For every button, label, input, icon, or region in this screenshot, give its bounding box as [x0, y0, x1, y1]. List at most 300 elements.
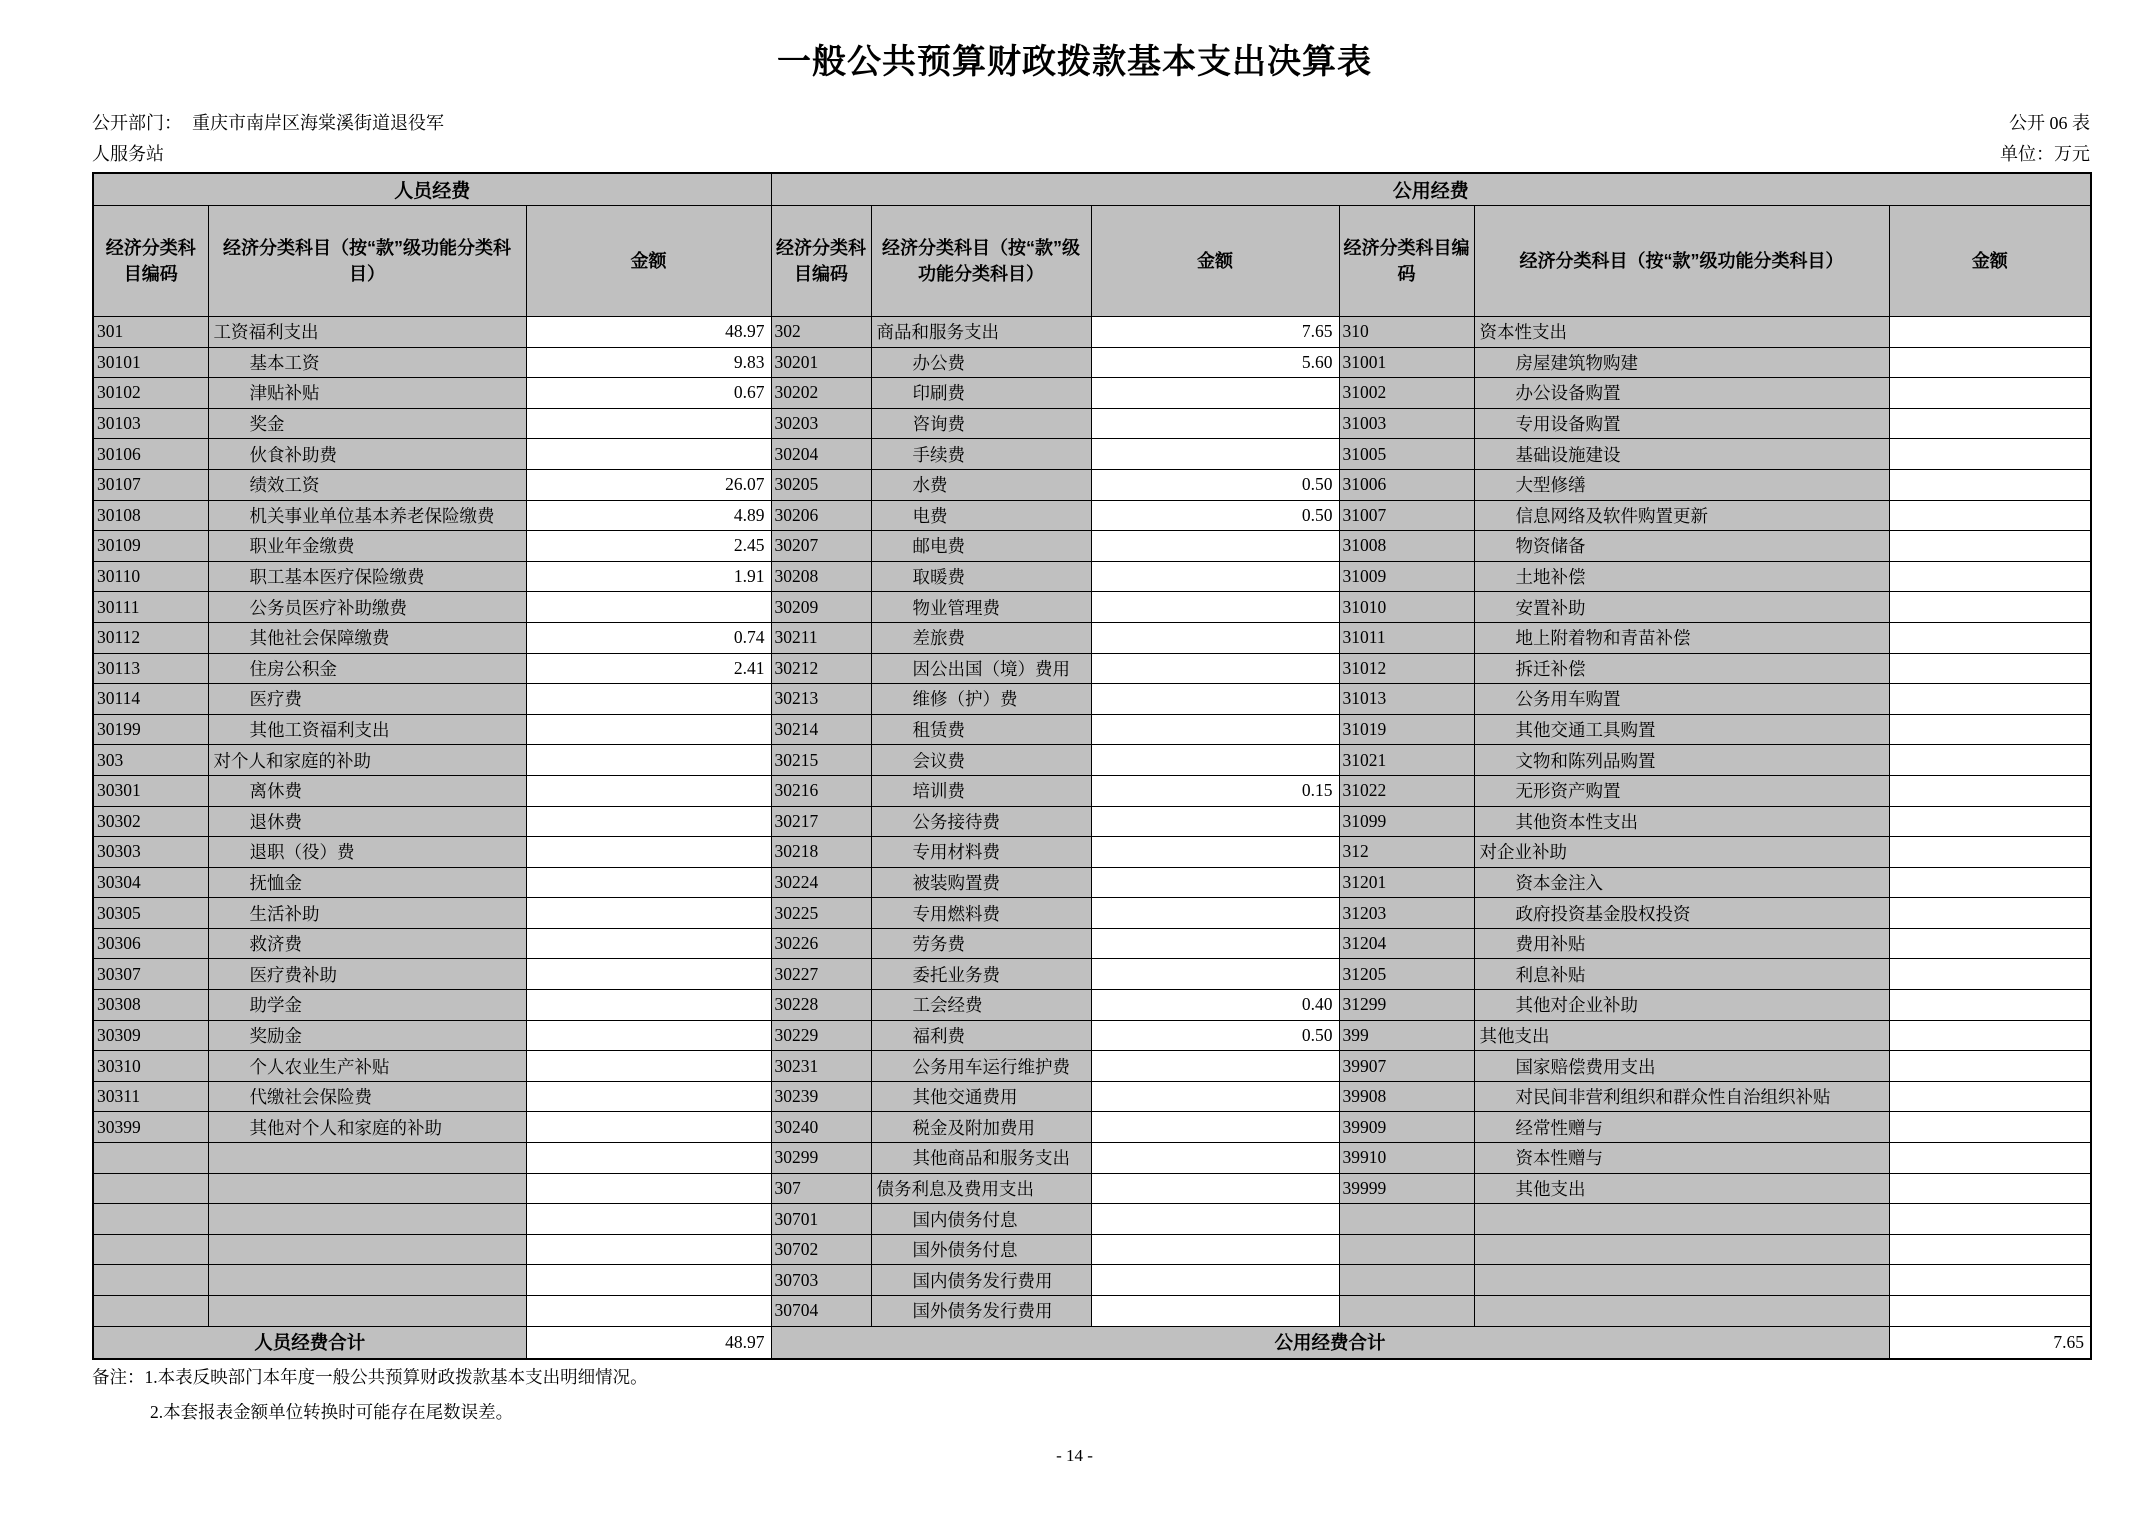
- code-cell: [93, 1204, 208, 1235]
- code-cell: 302: [771, 317, 871, 348]
- table-row: [93, 806, 2091, 837]
- code-cell: 30201: [771, 347, 871, 378]
- amount-cell: [1091, 561, 1339, 592]
- amount-cell: [1889, 775, 2091, 806]
- subject-cell: 对企业补助: [1474, 837, 1889, 868]
- code-cell: 31002: [1339, 378, 1474, 409]
- code-cell: 30304: [93, 867, 208, 898]
- public-total-label: 公用经费合计: [771, 1326, 1889, 1359]
- code-cell: 31099: [1339, 806, 1474, 837]
- code-cell: 30202: [771, 378, 871, 409]
- subject-cell: 住房公积金: [208, 653, 526, 684]
- table-row: [93, 867, 2091, 898]
- code-cell: 30106: [93, 439, 208, 470]
- amount-cell: 2.41: [526, 653, 771, 684]
- table-row: [93, 684, 2091, 715]
- amount-cell: [1889, 653, 2091, 684]
- table-row: [93, 959, 2091, 990]
- col-header-code-personnel: 经济分类科目编码: [93, 206, 208, 317]
- table-row: [93, 775, 2091, 806]
- subject-cell: 其他工资福利支出: [208, 714, 526, 745]
- amount-cell: [1091, 1204, 1339, 1235]
- amount-cell: [526, 684, 771, 715]
- table-row: [93, 1081, 2091, 1112]
- subject-cell: 办公设备购置: [1474, 378, 1889, 409]
- code-cell: 307: [771, 1173, 871, 1204]
- table-row: [93, 898, 2091, 929]
- subject-cell: 其他商品和服务支出: [871, 1143, 1091, 1174]
- code-cell: 30226: [771, 928, 871, 959]
- col-header-code-public-1: 经济分类科目编码: [771, 206, 871, 317]
- column-header-row: [93, 206, 2091, 317]
- code-cell: 30207: [771, 531, 871, 562]
- subject-cell: 大型修缮: [1474, 469, 1889, 500]
- table-row: [93, 378, 2091, 409]
- unit-label: 单位：万元: [2000, 144, 2090, 164]
- code-cell: [93, 1234, 208, 1265]
- page-number: - 14 -: [1056, 1446, 1093, 1465]
- note-line-1: 备注：1.本表反映部门本年度一般公共预算财政拨款基本支出明细情况。: [92, 1367, 648, 1387]
- amount-cell: [1889, 592, 2091, 623]
- amount-cell: [1889, 959, 2091, 990]
- table-row: [93, 592, 2091, 623]
- table-row: [93, 745, 2091, 776]
- code-cell: [1339, 1234, 1474, 1265]
- amount-cell: [1889, 1112, 2091, 1143]
- subject-cell: 工资福利支出: [208, 317, 526, 348]
- subject-cell: [1474, 1296, 1889, 1327]
- code-cell: 31003: [1339, 408, 1474, 439]
- code-cell: 30308: [93, 990, 208, 1021]
- subject-cell: 工会经费: [871, 990, 1091, 1021]
- amount-cell: [526, 1204, 771, 1235]
- subject-cell: 物业管理费: [871, 592, 1091, 623]
- code-cell: 31012: [1339, 653, 1474, 684]
- code-cell: 30204: [771, 439, 871, 470]
- subject-cell: [1474, 1265, 1889, 1296]
- amount-cell: [1889, 684, 2091, 715]
- amount-cell: [526, 1020, 771, 1051]
- amount-cell: [526, 928, 771, 959]
- subject-cell: [208, 1204, 526, 1235]
- subject-cell: 其他交通工具购置: [1474, 714, 1889, 745]
- amount-cell: 0.50: [1091, 1020, 1339, 1051]
- table-row: [93, 531, 2091, 562]
- code-cell: 30399: [93, 1112, 208, 1143]
- code-cell: 30240: [771, 1112, 871, 1143]
- code-cell: 31001: [1339, 347, 1474, 378]
- code-cell: 30311: [93, 1081, 208, 1112]
- table-body: [93, 317, 2091, 1327]
- total-row: [93, 1326, 2091, 1359]
- amount-cell: [1091, 1296, 1339, 1327]
- code-cell: 30114: [93, 684, 208, 715]
- amount-cell: [1889, 531, 2091, 562]
- subject-cell: 安置补助: [1474, 592, 1889, 623]
- subject-cell: 利息补贴: [1474, 959, 1889, 990]
- amount-cell: 5.60: [1091, 347, 1339, 378]
- amount-cell: [1889, 1234, 2091, 1265]
- amount-cell: [1091, 1265, 1339, 1296]
- amount-cell: 0.40: [1091, 990, 1339, 1021]
- subject-cell: 经常性赠与: [1474, 1112, 1889, 1143]
- subject-cell: 印刷费: [871, 378, 1091, 409]
- subject-cell: 助学金: [208, 990, 526, 1021]
- subject-cell: 对个人和家庭的补助: [208, 745, 526, 776]
- subject-cell: 其他社会保障缴费: [208, 622, 526, 653]
- code-cell: 31201: [1339, 867, 1474, 898]
- subject-cell: 费用补贴: [1474, 928, 1889, 959]
- amount-cell: [1889, 806, 2091, 837]
- subject-cell: 抚恤金: [208, 867, 526, 898]
- code-cell: 31008: [1339, 531, 1474, 562]
- subject-cell: 资本金注入: [1474, 867, 1889, 898]
- amount-cell: [526, 1265, 771, 1296]
- code-cell: 31022: [1339, 775, 1474, 806]
- amount-cell: [1889, 347, 2091, 378]
- amount-cell: 2.45: [526, 531, 771, 562]
- amount-cell: [1889, 1081, 2091, 1112]
- amount-cell: [1091, 622, 1339, 653]
- subject-cell: 退职（役）费: [208, 837, 526, 868]
- code-cell: [1339, 1265, 1474, 1296]
- code-cell: 30301: [93, 775, 208, 806]
- code-cell: 30199: [93, 714, 208, 745]
- amount-cell: [526, 775, 771, 806]
- code-cell: [93, 1265, 208, 1296]
- amount-cell: [1091, 837, 1339, 868]
- amount-cell: [1889, 745, 2091, 776]
- subject-cell: 职业年金缴费: [208, 531, 526, 562]
- table-row: [93, 500, 2091, 531]
- code-cell: 31006: [1339, 469, 1474, 500]
- group-header-personnel: 人员经费: [93, 173, 771, 206]
- col-header-amount-personnel: 金额: [526, 206, 771, 317]
- form-number: 公开 06 表: [2009, 113, 2090, 133]
- amount-cell: [1889, 1173, 2091, 1204]
- code-cell: [1339, 1296, 1474, 1327]
- amount-cell: [1091, 653, 1339, 684]
- amount-cell: [1889, 378, 2091, 409]
- table-row: [93, 561, 2091, 592]
- amount-cell: 0.50: [1091, 500, 1339, 531]
- code-cell: 30208: [771, 561, 871, 592]
- notes: [92, 1360, 648, 1430]
- amount-cell: [1889, 561, 2091, 592]
- table-row: [93, 317, 2091, 348]
- subject-cell: 救济费: [208, 928, 526, 959]
- page-title: 一般公共预算财政拨款基本支出决算表: [777, 43, 1372, 81]
- subject-cell: 专用材料费: [871, 837, 1091, 868]
- subject-cell: 国外债务发行费用: [871, 1296, 1091, 1327]
- subject-cell: 生活补助: [208, 898, 526, 929]
- group-header-public: 公用经费: [771, 173, 2091, 206]
- subject-cell: 伙食补助费: [208, 439, 526, 470]
- subject-cell: 公务用车购置: [1474, 684, 1889, 715]
- code-cell: 30217: [771, 806, 871, 837]
- amount-cell: [526, 1051, 771, 1082]
- table-row: [93, 1173, 2091, 1204]
- amount-cell: [1091, 1173, 1339, 1204]
- col-header-amount-public-2: 金额: [1889, 206, 2091, 317]
- code-cell: 30203: [771, 408, 871, 439]
- code-cell: [93, 1143, 208, 1174]
- amount-cell: [526, 1143, 771, 1174]
- table-row: [93, 928, 2091, 959]
- subject-cell: 会议费: [871, 745, 1091, 776]
- subject-cell: 维修（护）费: [871, 684, 1091, 715]
- code-cell: 30704: [771, 1296, 871, 1327]
- amount-cell: [526, 439, 771, 470]
- subject-cell: 办公费: [871, 347, 1091, 378]
- subject-cell: 取暖费: [871, 561, 1091, 592]
- amount-cell: [526, 1234, 771, 1265]
- amount-cell: [1091, 378, 1339, 409]
- subject-cell: 其他支出: [1474, 1020, 1889, 1051]
- subject-cell: 因公出国（境）费用: [871, 653, 1091, 684]
- amount-cell: [1091, 684, 1339, 715]
- amount-cell: [1889, 622, 2091, 653]
- table-row: [93, 1204, 2091, 1235]
- note-line-2: 2.本套报表金额单位转换时可能存在尾数误差。: [150, 1402, 514, 1422]
- amount-cell: [1889, 408, 2091, 439]
- subject-cell: 被装购置费: [871, 867, 1091, 898]
- code-cell: [93, 1173, 208, 1204]
- subject-cell: 文物和陈列品购置: [1474, 745, 1889, 776]
- amount-cell: 0.15: [1091, 775, 1339, 806]
- subject-cell: 信息网络及软件购置更新: [1474, 500, 1889, 531]
- amount-cell: [526, 1081, 771, 1112]
- code-cell: 31205: [1339, 959, 1474, 990]
- subject-cell: 其他交通费用: [871, 1081, 1091, 1112]
- code-cell: 30307: [93, 959, 208, 990]
- code-cell: 30303: [93, 837, 208, 868]
- code-cell: 30102: [93, 378, 208, 409]
- code-cell: 30701: [771, 1204, 871, 1235]
- amount-cell: [1091, 745, 1339, 776]
- amount-cell: [1091, 714, 1339, 745]
- amount-cell: [526, 592, 771, 623]
- subject-cell: 奖金: [208, 408, 526, 439]
- subject-cell: 公务用车运行维护费: [871, 1051, 1091, 1082]
- table-row: [93, 1296, 2091, 1327]
- table-row: [93, 990, 2091, 1021]
- personnel-total-amount: 48.97: [526, 1326, 771, 1359]
- code-cell: 31010: [1339, 592, 1474, 623]
- subject-cell: 拆迁补偿: [1474, 653, 1889, 684]
- code-cell: 30302: [93, 806, 208, 837]
- subject-cell: 商品和服务支出: [871, 317, 1091, 348]
- table-row: [93, 653, 2091, 684]
- amount-cell: [526, 806, 771, 837]
- code-cell: 30205: [771, 469, 871, 500]
- code-cell: 30227: [771, 959, 871, 990]
- public-dept: [92, 108, 458, 170]
- code-cell: 30103: [93, 408, 208, 439]
- subject-cell: 水费: [871, 469, 1091, 500]
- subject-cell: [208, 1296, 526, 1327]
- amount-cell: 9.83: [526, 347, 771, 378]
- form-meta: [2000, 108, 2090, 170]
- subject-cell: 基本工资: [208, 347, 526, 378]
- amount-cell: 0.50: [1091, 469, 1339, 500]
- subject-cell: 离休费: [208, 775, 526, 806]
- code-cell: 31299: [1339, 990, 1474, 1021]
- code-cell: 30113: [93, 653, 208, 684]
- subject-cell: 退休费: [208, 806, 526, 837]
- code-cell: 30108: [93, 500, 208, 531]
- amount-cell: [1091, 806, 1339, 837]
- table-row: [93, 1020, 2091, 1051]
- code-cell: 31013: [1339, 684, 1474, 715]
- amount-cell: [1889, 1143, 2091, 1174]
- subject-cell: [208, 1143, 526, 1174]
- amount-cell: 48.97: [526, 317, 771, 348]
- public-dept-value: 重庆市南岸区海棠溪街道退役军人服务站: [92, 113, 444, 164]
- public-total-amount: 7.65: [1889, 1326, 2091, 1359]
- code-cell: 30209: [771, 592, 871, 623]
- col-header-subject-public-2: 经济分类科目（按“款”级功能分类科目）: [1474, 206, 1889, 317]
- subject-cell: 其他对企业补助: [1474, 990, 1889, 1021]
- subject-cell: 物资储备: [1474, 531, 1889, 562]
- code-cell: 31204: [1339, 928, 1474, 959]
- code-cell: 39908: [1339, 1081, 1474, 1112]
- subject-cell: [208, 1234, 526, 1265]
- expenditure-table: [92, 172, 2092, 1360]
- subject-cell: 电费: [871, 500, 1091, 531]
- amount-cell: [1091, 867, 1339, 898]
- amount-cell: [526, 959, 771, 990]
- amount-cell: [1889, 500, 2091, 531]
- code-cell: 30211: [771, 622, 871, 653]
- amount-cell: [1091, 1112, 1339, 1143]
- amount-cell: 1.91: [526, 561, 771, 592]
- code-cell: 31005: [1339, 439, 1474, 470]
- subject-cell: 房屋建筑物购建: [1474, 347, 1889, 378]
- code-cell: 30228: [771, 990, 871, 1021]
- code-cell: 30216: [771, 775, 871, 806]
- amount-cell: [1889, 1204, 2091, 1235]
- table-row: [93, 1234, 2091, 1265]
- code-cell: 39910: [1339, 1143, 1474, 1174]
- amount-cell: [1091, 592, 1339, 623]
- code-cell: 30109: [93, 531, 208, 562]
- subject-cell: 地上附着物和青苗补偿: [1474, 622, 1889, 653]
- amount-cell: [1091, 928, 1339, 959]
- table-row: [93, 1051, 2091, 1082]
- code-cell: 30218: [771, 837, 871, 868]
- code-cell: 30101: [93, 347, 208, 378]
- code-cell: 30703: [771, 1265, 871, 1296]
- code-cell: 30702: [771, 1234, 871, 1265]
- subject-cell: 国内债务付息: [871, 1204, 1091, 1235]
- code-cell: 312: [1339, 837, 1474, 868]
- col-header-subject-personnel: 经济分类科目（按“款”级功能分类科目）: [208, 206, 526, 317]
- amount-cell: [1091, 1081, 1339, 1112]
- code-cell: 30224: [771, 867, 871, 898]
- code-cell: 30112: [93, 622, 208, 653]
- subject-cell: 培训费: [871, 775, 1091, 806]
- code-cell: 399: [1339, 1020, 1474, 1051]
- subject-cell: [1474, 1234, 1889, 1265]
- subject-cell: 对民间非营利组织和群众性自治组织补贴: [1474, 1081, 1889, 1112]
- subject-cell: 职工基本医疗保险缴费: [208, 561, 526, 592]
- subject-cell: 其他支出: [1474, 1173, 1889, 1204]
- amount-cell: [1889, 898, 2091, 929]
- code-cell: 31009: [1339, 561, 1474, 592]
- table-row: [93, 1143, 2091, 1174]
- amount-cell: 0.67: [526, 378, 771, 409]
- subject-cell: 代缴社会保险费: [208, 1081, 526, 1112]
- amount-cell: [526, 1173, 771, 1204]
- subject-cell: 专用燃料费: [871, 898, 1091, 929]
- subject-cell: 租赁费: [871, 714, 1091, 745]
- amount-cell: [1889, 1020, 2091, 1051]
- subject-cell: 劳务费: [871, 928, 1091, 959]
- code-cell: 31019: [1339, 714, 1474, 745]
- subject-cell: 基础设施建设: [1474, 439, 1889, 470]
- table-row: [93, 439, 2091, 470]
- code-cell: [93, 1296, 208, 1327]
- subject-cell: 咨询费: [871, 408, 1091, 439]
- subject-cell: 资本性支出: [1474, 317, 1889, 348]
- code-cell: 310: [1339, 317, 1474, 348]
- amount-cell: [1091, 1051, 1339, 1082]
- group-header-row: [93, 173, 2091, 206]
- amount-cell: [526, 1112, 771, 1143]
- table-row: [93, 469, 2091, 500]
- amount-cell: 4.89: [526, 500, 771, 531]
- table-row: [93, 1112, 2091, 1143]
- subject-cell: 土地补偿: [1474, 561, 1889, 592]
- col-header-amount-public-1: 金额: [1091, 206, 1339, 317]
- subject-cell: 其他资本性支出: [1474, 806, 1889, 837]
- code-cell: 30305: [93, 898, 208, 929]
- code-cell: 30206: [771, 500, 871, 531]
- code-cell: 30107: [93, 469, 208, 500]
- code-cell: 30309: [93, 1020, 208, 1051]
- subject-cell: 医疗费补助: [208, 959, 526, 990]
- amount-cell: [1889, 714, 2091, 745]
- code-cell: 31021: [1339, 745, 1474, 776]
- amount-cell: [1889, 1296, 2091, 1327]
- amount-cell: [1889, 317, 2091, 348]
- subject-cell: 专用设备购置: [1474, 408, 1889, 439]
- code-cell: 30299: [771, 1143, 871, 1174]
- subject-cell: [208, 1173, 526, 1204]
- subject-cell: 无形资产购置: [1474, 775, 1889, 806]
- code-cell: 30229: [771, 1020, 871, 1051]
- amount-cell: 7.65: [1091, 317, 1339, 348]
- amount-cell: 26.07: [526, 469, 771, 500]
- amount-cell: [1091, 1234, 1339, 1265]
- subject-cell: [1474, 1204, 1889, 1235]
- amount-cell: 0.74: [526, 622, 771, 653]
- subject-cell: 机关事业单位基本养老保险缴费: [208, 500, 526, 531]
- table-row: [93, 837, 2091, 868]
- amount-cell: [1091, 959, 1339, 990]
- code-cell: 39999: [1339, 1173, 1474, 1204]
- subject-cell: 手续费: [871, 439, 1091, 470]
- subject-cell: 资本性赠与: [1474, 1143, 1889, 1174]
- amount-cell: [1889, 990, 2091, 1021]
- amount-cell: [526, 1296, 771, 1327]
- code-cell: 39907: [1339, 1051, 1474, 1082]
- code-cell: 30212: [771, 653, 871, 684]
- subject-cell: 差旅费: [871, 622, 1091, 653]
- table-row: [93, 1265, 2091, 1296]
- personnel-total-label: 人员经费合计: [93, 1326, 526, 1359]
